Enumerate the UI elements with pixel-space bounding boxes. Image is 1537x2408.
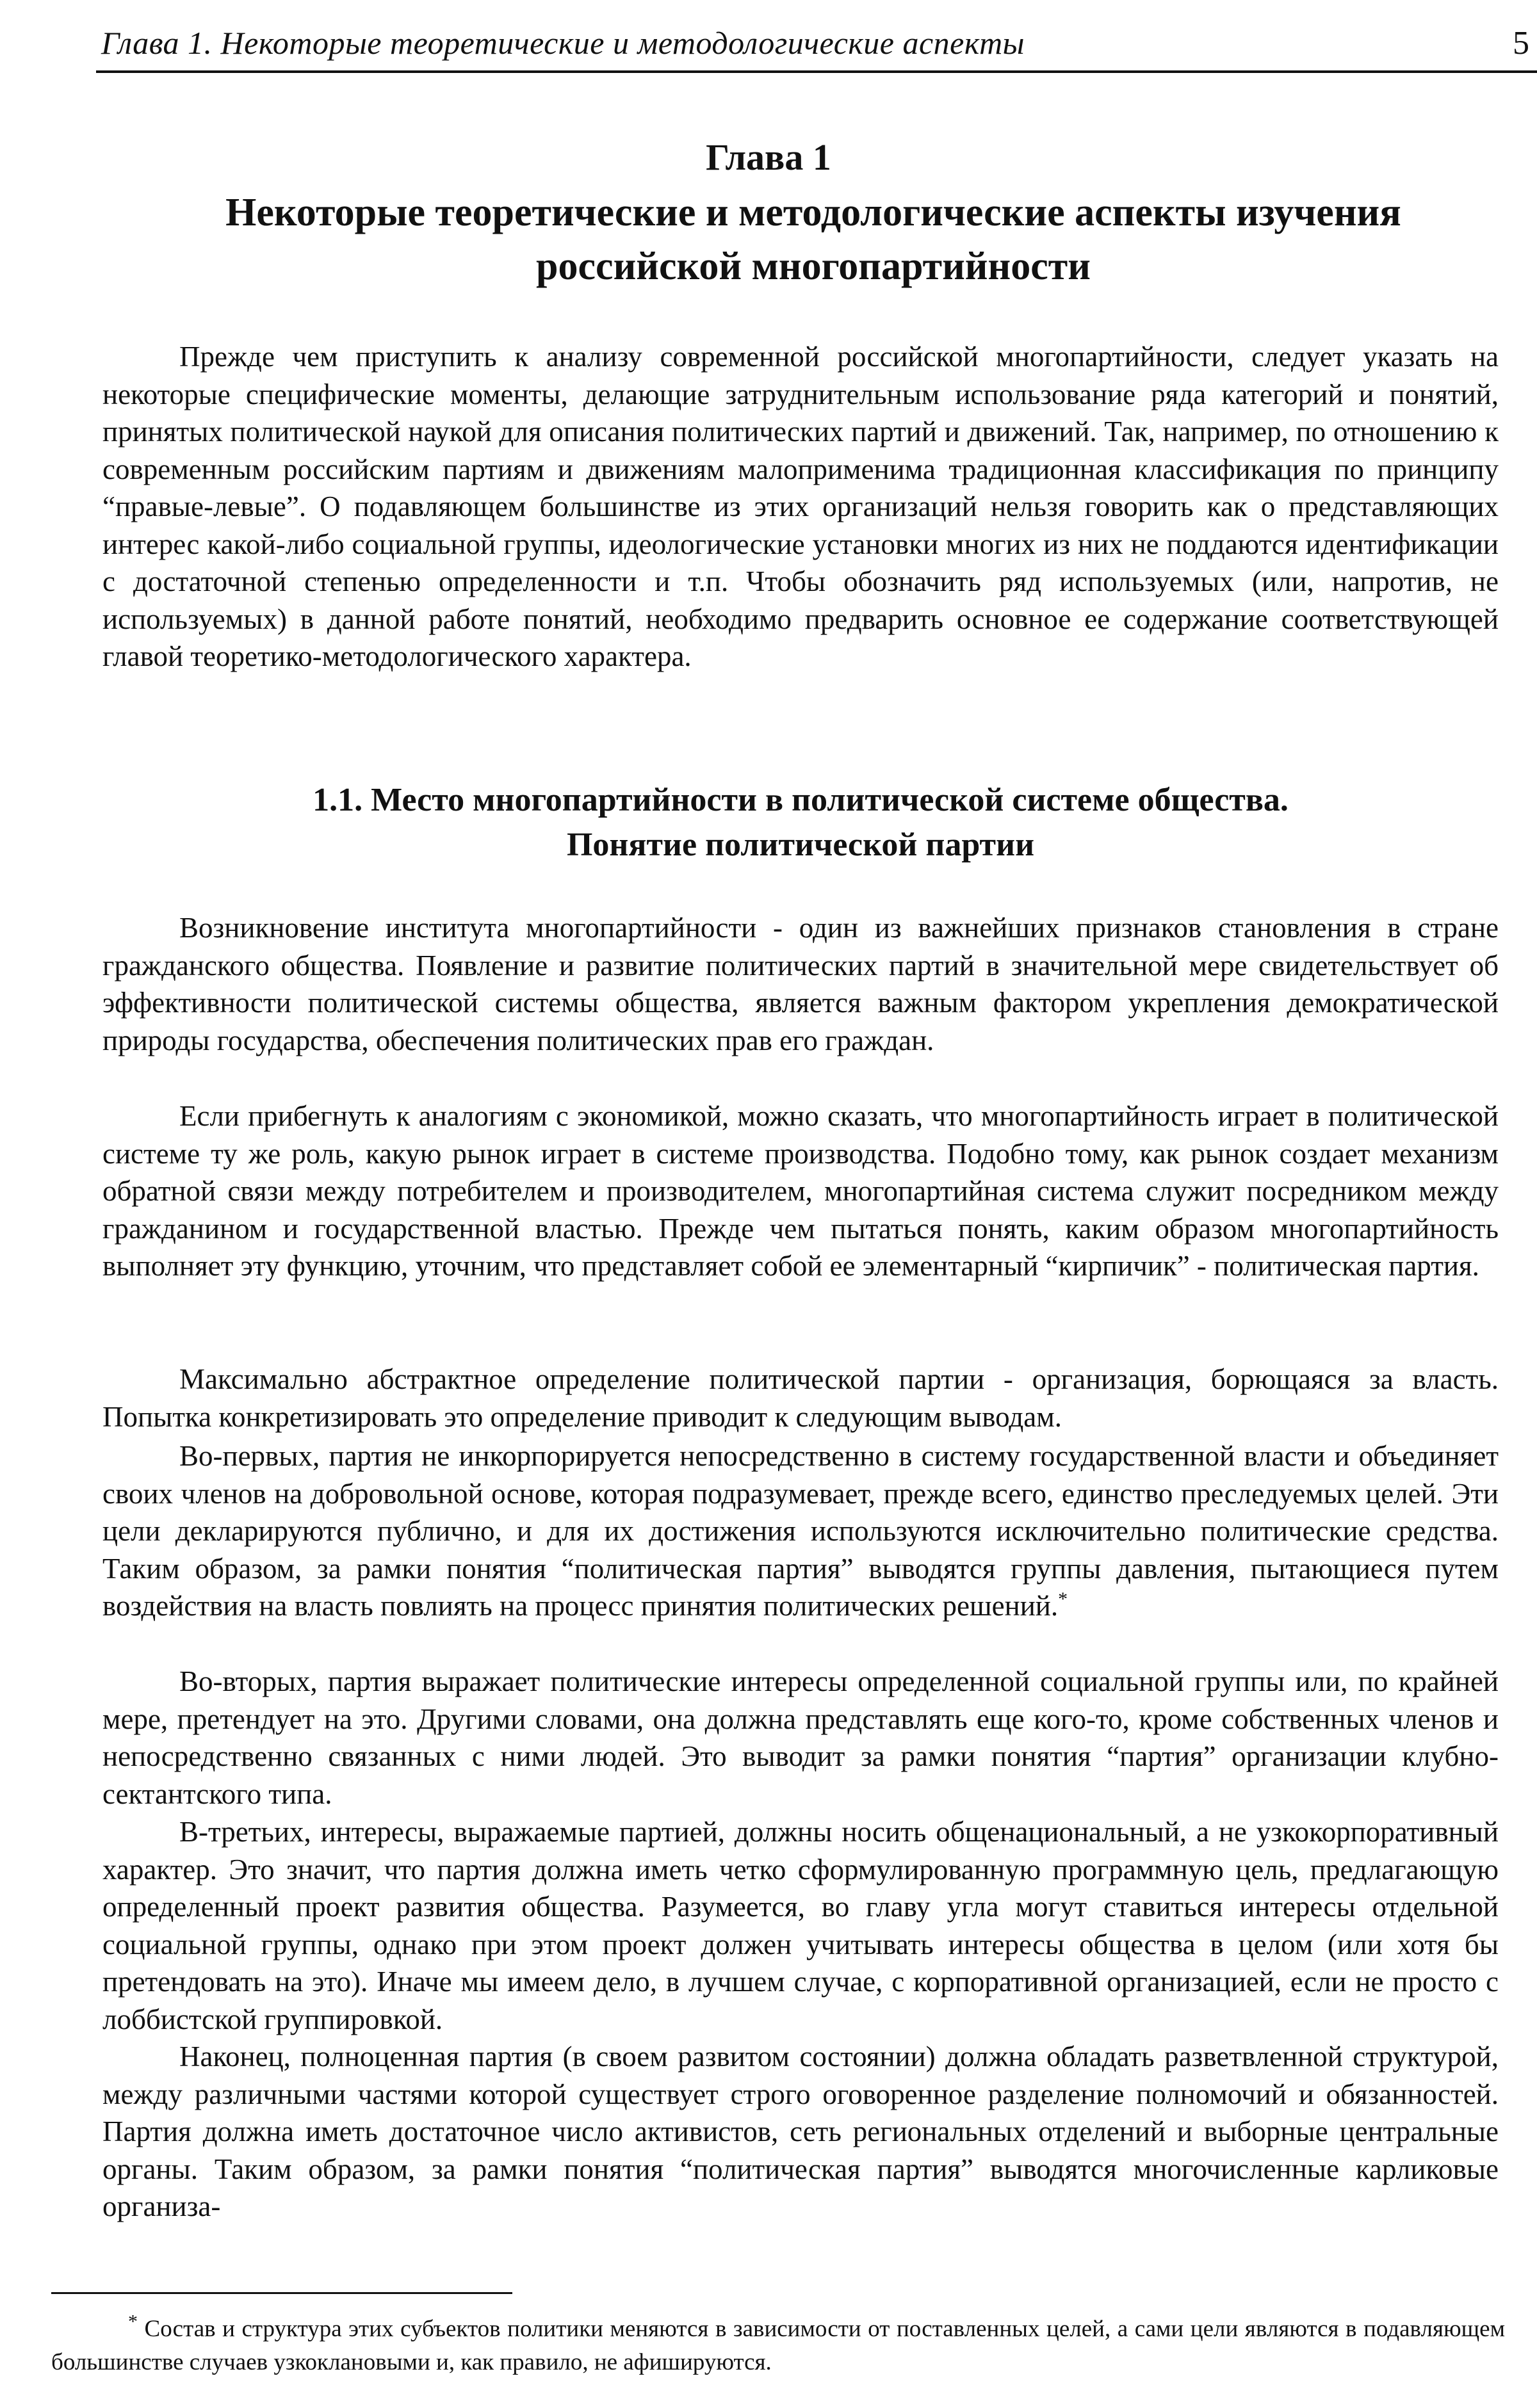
footnote-marker: * xyxy=(128,2311,138,2332)
paragraph-text: Во-первых, партия не инкорпорируется непосредственно в систему государственной власти и объединяет своих членов на добровольной основе, которая подразумевает, прежде всего, единство преследуемых целей. Эти цели декларируются публично, и для их достижения используются исключительно политические средства. Таким образом, за рамки понятия “политическая партия” выводятся группы давления, пытающиеся путем воздействия на власть повлиять на процесс принятия политических решений. xyxy=(102,1440,1499,1622)
footnote-divider xyxy=(51,2292,512,2294)
section-title-line-1: 1.1. Место многопартийности в политической системе общества. xyxy=(313,782,1289,818)
paragraph: Максимально абстрактное определение политической партии - организация, борющаяся за власть. Попытка конкретизировать это определение приводит к следующим выводам. xyxy=(102,1363,1499,1433)
chapter-label: Глава 1 xyxy=(706,136,831,178)
intro-paragraph: Прежде чем приступить к анализу современной российской многопартийности, следует указать на некоторые специфические моменты, делающие затруднительным использование ряда категорий и понятий, принятых политической наукой для описания политических партий и движений. Так, например, по отношению к современным российским партиям и движениям малоприменима традиционная классификация по принципу “правые-левые”. О подавляющем большинстве из этих организаций нельзя говорить как о представляющих интерес какой-либо социальной группы, идеологические установки многих из них не поддаются идентификации с достаточной степенью определенности и т.п. Чтобы обозначить ряд используемых (или, напротив, не используемых) в данной работе понятий, необходимо предварить основное ее содержание соответствующей главой теоретико-методологического характера. xyxy=(102,341,1499,672)
paragraph: Наконец, полноценная партия (в своем развитом состоянии) должна обладать разветвленной структурой, между различными частями которой существует строго оговоренное разделение полномочий и обязанностей. Партия должна иметь достаточное число активистов, сеть региональных отделений и выборные центральные органы. Таким образом, за рамки понятия “политическая партия” выводятся многочисленные карликовые организа- xyxy=(102,2040,1499,2222)
page-number: 5 xyxy=(1513,25,1529,61)
paragraph: Во-вторых, партия выражает политические интересы определенной социальной группы или, по крайней мере, претендует на это. Другими словами, она должна представлять еще кого-то, кроме собственных членов и непосредственно связанных с ними людей. Это выводит за рамки понятия “партия” организации клубно-сектантского типа. xyxy=(102,1665,1499,1810)
paragraph: В-третьих, интересы, выражаемые партией, должны носить общенациональный, а не узкокорпоративный характер. Это значит, что партия должна иметь четко сформулированную программную цель, предлагающую определенный проект развития общества. Разумеется, во главу угла могут ставиться интересы отдельной социальной группы, однако при этом проект должен учитывать интересы общества в целом (или хотя бы претендовать на это). Иначе мы имеем дело, в лучшем случае, с корпоративной организацией, если не просто с лоббистской группировкой. xyxy=(102,1816,1499,2035)
running-title: Глава 1. Некоторые теоретические и методологические аспекты xyxy=(101,25,1025,61)
running-header xyxy=(96,19,1537,73)
paragraph-with-footnote-ref xyxy=(102,1437,1499,1625)
section-title-line-2: Понятие политической партии xyxy=(566,827,1035,863)
paragraph: Если прибегнуть к аналогиям с экономикой, можно сказать, что многопартийность играет в политической системе ту же роль, какую рынок играет в системе производства. Подобно тому, как рынок создает механизм обратной связи между потребителем и производителем, многопартийная система служит посредником между гражданином и государственной властью. Прежде чем пытаться понять, каким образом многопартийность выполняет эту функцию, уточним, что представляет собой ее элементарный “кирпичик” - политическая партия. xyxy=(102,1100,1499,1282)
chapter-title: Некоторые теоретические и методологические аспекты изучения российской многопартийности xyxy=(225,191,1401,288)
footnote xyxy=(51,2313,1505,2379)
footnote-text: Состав и структура этих субъектов политики меняются в зависимости от поставленных целей, а сами цели являются в подавляющем большинстве случаев узкоклановыми и, как правило, не афишируются. xyxy=(51,2316,1505,2375)
section-title xyxy=(128,778,1473,868)
footnote-reference[interactable]: * xyxy=(1058,1588,1068,1610)
paragraph: Возникновение института многопартийности - один из важнейших признаков становления в стране гражданского общества. Появление и развитие политических партий в значительной мере свидетельствует об эффективности политической системы общества, является важным фактором укрепления демократической природы государства, обеспечения политических прав его граждан. xyxy=(102,912,1499,1056)
